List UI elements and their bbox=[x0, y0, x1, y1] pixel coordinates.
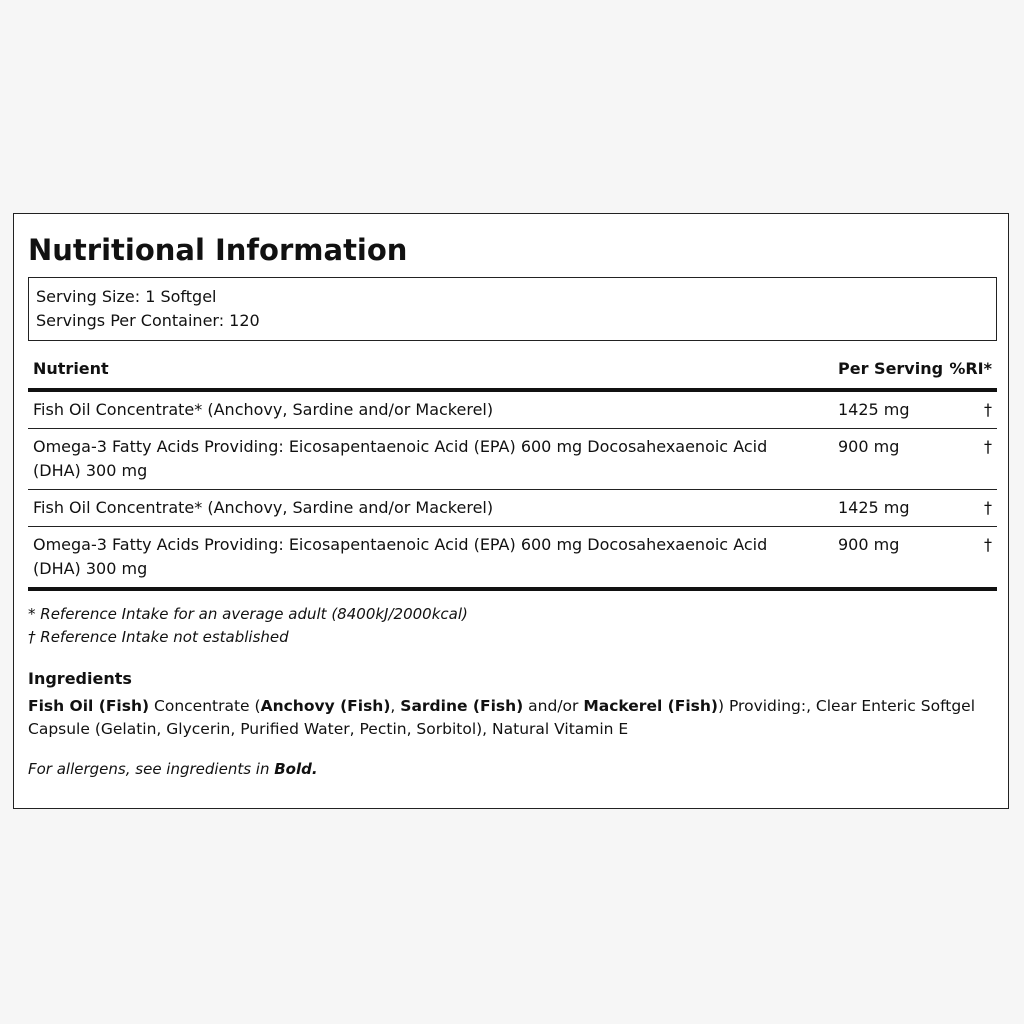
ingredient-text: ) Providing:, Clear Enteric Softgel Capsule (Gelatin, Glycerin, Purified Water, Pectin, Sorbitol), Natural Vitamin E bbox=[28, 697, 976, 738]
allergen-mackerel: Mackerel (Fish) bbox=[583, 697, 718, 715]
header-nutrient: Nutrient bbox=[33, 359, 109, 378]
header-per-serving: Per Serving bbox=[838, 359, 944, 378]
table-row bbox=[28, 392, 997, 429]
servings-per-container: Servings Per Container: 120 bbox=[36, 311, 260, 330]
page-title: Nutritional Information bbox=[28, 233, 408, 267]
nutrient-ri: † bbox=[984, 535, 992, 554]
allergen-fish-oil: Fish Oil (Fish) bbox=[28, 697, 150, 715]
nutrient-amount: 900 mg bbox=[838, 437, 900, 456]
nutrient-name: Fish Oil Concentrate* (Anchovy, Sardine and/or Mackerel) bbox=[33, 498, 494, 517]
nutrient-name: Fish Oil Concentrate* (Anchovy, Sardine and/or Mackerel) bbox=[33, 400, 494, 419]
ri-footnote: * Reference Intake for an average adult (8400kJ/2000kcal) bbox=[28, 605, 468, 623]
nutrient-name: Omega-3 Fatty Acids Providing: Eicosapentaenoic Acid (EPA) 600 mg Docosahexaenoic Acid (DHA) 300 mg bbox=[33, 535, 768, 578]
nutrient-ri: † bbox=[984, 437, 992, 456]
allergen-note-bold: Bold. bbox=[274, 760, 318, 778]
table-header bbox=[28, 354, 997, 392]
nutrition-panel bbox=[13, 213, 1009, 809]
nutrient-table bbox=[28, 354, 997, 591]
table-row bbox=[28, 429, 997, 490]
ingredient-text: Concentrate ( bbox=[149, 697, 261, 715]
ingredient-text: and/or bbox=[523, 697, 584, 715]
serving-info-box bbox=[28, 277, 997, 341]
nutrient-amount: 1425 mg bbox=[838, 400, 910, 419]
nutrient-amount: 900 mg bbox=[838, 535, 900, 554]
dagger-footnote: † Reference Intake not established bbox=[28, 628, 289, 646]
header-ri: %RI* bbox=[949, 359, 992, 378]
allergen-anchovy: Anchovy (Fish) bbox=[260, 697, 391, 715]
serving-size: Serving Size: 1 Softgel bbox=[36, 287, 217, 306]
nutrient-ri: † bbox=[984, 498, 992, 517]
table-row bbox=[28, 527, 997, 591]
nutrient-name: Omega-3 Fatty Acids Providing: Eicosapentaenoic Acid (EPA) 600 mg Docosahexaenoic Acid (DHA) 300 mg bbox=[33, 437, 768, 480]
allergen-sardine: Sardine (Fish) bbox=[400, 697, 524, 715]
allergen-note bbox=[28, 758, 318, 781]
ingredients-title: Ingredients bbox=[28, 669, 132, 688]
nutrient-amount: 1425 mg bbox=[838, 498, 910, 517]
nutrient-ri: † bbox=[984, 400, 992, 419]
ingredients-text bbox=[28, 695, 1003, 741]
footnotes bbox=[28, 603, 468, 649]
ingredient-text: , bbox=[390, 697, 401, 715]
allergen-note-text: For allergens, see ingredients in bbox=[28, 760, 275, 778]
table-row bbox=[28, 490, 997, 527]
